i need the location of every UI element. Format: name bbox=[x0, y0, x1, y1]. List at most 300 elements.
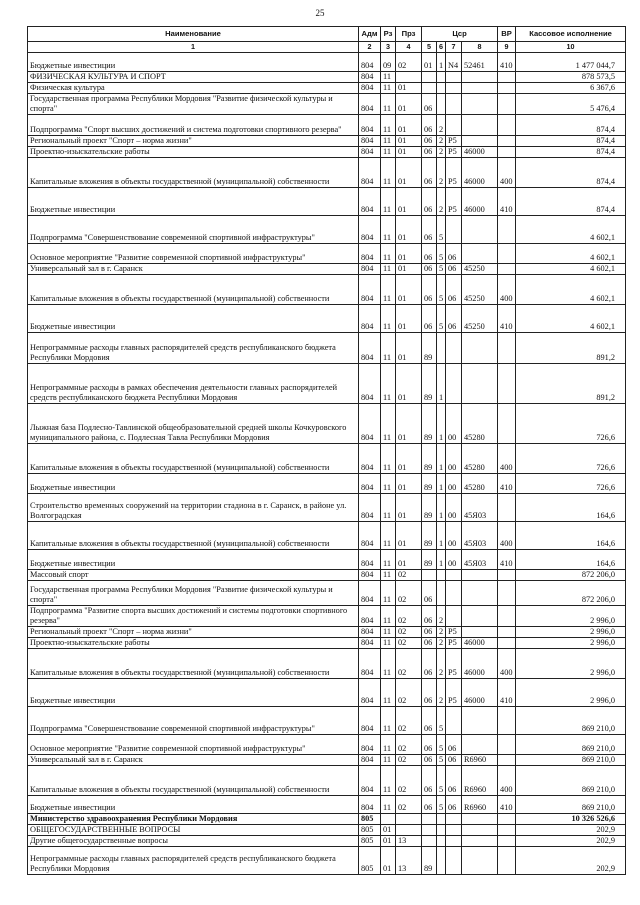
cell-csr-subprogram: 2 bbox=[437, 115, 446, 136]
cell-csr-event: 06 bbox=[446, 735, 462, 755]
cell-amount: 164,6 bbox=[516, 522, 626, 550]
cell-csr-event bbox=[446, 847, 462, 875]
cell-csr-program: 06 bbox=[422, 216, 437, 244]
cell-amount: 891,2 bbox=[516, 333, 626, 364]
header-prz: Прз bbox=[396, 27, 422, 42]
cell-adm: 804 bbox=[359, 364, 381, 404]
table-row bbox=[28, 796, 626, 814]
cell-prz: 02 bbox=[396, 796, 422, 814]
cell-csr-direction bbox=[462, 735, 498, 755]
cell-rz: 11 bbox=[381, 679, 396, 707]
cell-name: Непрограммные расходы в рамках обеспечения деятельности главных распорядителей средств республиканского бюджета Республики Мордовия bbox=[28, 364, 359, 404]
cell-amount: 202,9 bbox=[516, 847, 626, 875]
colnum-10: 10 bbox=[516, 42, 626, 53]
cell-vr: 410 bbox=[498, 305, 516, 333]
table-row bbox=[28, 158, 626, 188]
cell-vr bbox=[498, 707, 516, 735]
cell-csr-event bbox=[446, 570, 462, 581]
cell-csr-direction bbox=[462, 115, 498, 136]
cell-prz: 01 bbox=[396, 83, 422, 94]
table-row bbox=[28, 404, 626, 444]
cell-amount: 2 996,0 bbox=[516, 649, 626, 679]
cell-vr bbox=[498, 72, 516, 83]
cell-name: Другие общегосударственные вопросы bbox=[28, 836, 359, 847]
cell-prz: 01 bbox=[396, 136, 422, 147]
cell-csr-direction: 45280 bbox=[462, 444, 498, 474]
cell-name: Массовый спорт bbox=[28, 570, 359, 581]
table-row bbox=[28, 264, 626, 275]
cell-csr-subprogram: 5 bbox=[437, 244, 446, 264]
cell-vr: 400 bbox=[498, 158, 516, 188]
cell-prz: 01 bbox=[396, 216, 422, 244]
cell-csr-event bbox=[446, 216, 462, 244]
cell-vr: 400 bbox=[498, 766, 516, 796]
table-body bbox=[28, 53, 626, 875]
cell-rz: 11 bbox=[381, 796, 396, 814]
cell-csr-subprogram bbox=[437, 94, 446, 115]
cell-adm: 804 bbox=[359, 755, 381, 766]
cell-adm: 804 bbox=[359, 679, 381, 707]
cell-rz: 11 bbox=[381, 216, 396, 244]
cell-vr bbox=[498, 494, 516, 522]
table-row bbox=[28, 305, 626, 333]
table-row bbox=[28, 550, 626, 570]
cell-amount: 726,6 bbox=[516, 444, 626, 474]
header-name: Наименование bbox=[28, 27, 359, 42]
cell-csr-program: 89 bbox=[422, 847, 437, 875]
cell-csr-subprogram: 5 bbox=[437, 796, 446, 814]
cell-name: Основное мероприятие "Развитие современной спортивной инфраструктуры" bbox=[28, 735, 359, 755]
cell-csr-program: 06 bbox=[422, 796, 437, 814]
cell-vr bbox=[498, 570, 516, 581]
cell-csr-direction bbox=[462, 244, 498, 264]
cell-csr-subprogram bbox=[437, 825, 446, 836]
cell-rz: 11 bbox=[381, 550, 396, 570]
cell-rz: 11 bbox=[381, 735, 396, 755]
cell-vr: 410 bbox=[498, 679, 516, 707]
cell-name: Бюджетные инвестиции bbox=[28, 679, 359, 707]
cell-amount: 878 573,5 bbox=[516, 72, 626, 83]
cell-rz: 11 bbox=[381, 83, 396, 94]
cell-csr-subprogram: 1 bbox=[437, 364, 446, 404]
cell-csr-event: 00 bbox=[446, 550, 462, 570]
cell-adm: 804 bbox=[359, 627, 381, 638]
cell-rz: 11 bbox=[381, 755, 396, 766]
cell-csr-subprogram: 2 bbox=[437, 649, 446, 679]
cell-csr-direction bbox=[462, 83, 498, 94]
cell-prz: 01 bbox=[396, 94, 422, 115]
cell-vr bbox=[498, 755, 516, 766]
cell-csr-direction bbox=[462, 606, 498, 627]
cell-name: Основное мероприятие "Развитие современной спортивной инфраструктуры" bbox=[28, 244, 359, 264]
cell-rz: 11 bbox=[381, 188, 396, 216]
table-row bbox=[28, 147, 626, 158]
cell-rz: 11 bbox=[381, 275, 396, 305]
cell-vr bbox=[498, 627, 516, 638]
header-vr: ВР bbox=[498, 27, 516, 42]
cell-csr-program bbox=[422, 814, 437, 825]
cell-csr-event: P5 bbox=[446, 188, 462, 216]
cell-adm: 804 bbox=[359, 707, 381, 735]
cell-adm: 804 bbox=[359, 115, 381, 136]
cell-adm: 805 bbox=[359, 836, 381, 847]
cell-csr-program: 06 bbox=[422, 707, 437, 735]
cell-csr-program: 06 bbox=[422, 766, 437, 796]
table-row bbox=[28, 606, 626, 627]
cell-amount: 4 602,1 bbox=[516, 244, 626, 264]
cell-csr-subprogram: 1 bbox=[437, 404, 446, 444]
colnum-7: 7 bbox=[446, 42, 462, 53]
table-row bbox=[28, 581, 626, 606]
cell-prz: 13 bbox=[396, 847, 422, 875]
cell-amount: 872 206,0 bbox=[516, 581, 626, 606]
cell-vr bbox=[498, 606, 516, 627]
table-row bbox=[28, 755, 626, 766]
cell-csr-program: 06 bbox=[422, 606, 437, 627]
cell-name: ОБЩЕГОСУДАРСТВЕННЫЕ ВОПРОСЫ bbox=[28, 825, 359, 836]
cell-rz: 11 bbox=[381, 404, 396, 444]
page-number: 25 bbox=[315, 8, 325, 18]
cell-amount: 6 367,6 bbox=[516, 83, 626, 94]
cell-vr bbox=[498, 364, 516, 404]
cell-prz: 01 bbox=[396, 115, 422, 136]
budget-table bbox=[27, 26, 626, 875]
cell-prz: 02 bbox=[396, 679, 422, 707]
cell-prz: 01 bbox=[396, 244, 422, 264]
cell-csr-event: 00 bbox=[446, 444, 462, 474]
cell-name: Универсальный зал в г. Саранск bbox=[28, 755, 359, 766]
cell-csr-event: 00 bbox=[446, 474, 462, 494]
cell-csr-direction bbox=[462, 570, 498, 581]
table-row bbox=[28, 72, 626, 83]
cell-csr-event bbox=[446, 581, 462, 606]
cell-csr-program: 06 bbox=[422, 275, 437, 305]
cell-rz: 11 bbox=[381, 244, 396, 264]
cell-rz: 11 bbox=[381, 627, 396, 638]
cell-csr-direction: 45280 bbox=[462, 404, 498, 444]
cell-vr bbox=[498, 581, 516, 606]
cell-prz: 01 bbox=[396, 522, 422, 550]
cell-csr-subprogram: 1 bbox=[437, 474, 446, 494]
cell-csr-subprogram: 5 bbox=[437, 264, 446, 275]
table-row bbox=[28, 364, 626, 404]
cell-name: Универсальный зал в г. Саранск bbox=[28, 264, 359, 275]
cell-csr-event bbox=[446, 606, 462, 627]
cell-csr-direction: 45Я03 bbox=[462, 550, 498, 570]
cell-csr-direction bbox=[462, 836, 498, 847]
cell-csr-program: 06 bbox=[422, 136, 437, 147]
cell-csr-program bbox=[422, 72, 437, 83]
cell-adm: 804 bbox=[359, 244, 381, 264]
cell-rz: 11 bbox=[381, 606, 396, 627]
cell-name: Непрограммные расходы главных распорядителей средств республиканского бюджета Республики Мордовия bbox=[28, 847, 359, 875]
table-row bbox=[28, 244, 626, 264]
cell-csr-direction: 45250 bbox=[462, 305, 498, 333]
cell-prz: 01 bbox=[396, 147, 422, 158]
cell-csr-program bbox=[422, 836, 437, 847]
cell-amount: 869 210,0 bbox=[516, 735, 626, 755]
cell-adm: 804 bbox=[359, 606, 381, 627]
cell-amount: 874,4 bbox=[516, 147, 626, 158]
cell-csr-event: 06 bbox=[446, 766, 462, 796]
cell-csr-direction bbox=[462, 627, 498, 638]
cell-rz: 11 bbox=[381, 570, 396, 581]
cell-csr-program: 89 bbox=[422, 333, 437, 364]
cell-csr-program: 06 bbox=[422, 264, 437, 275]
cell-csr-program: 89 bbox=[422, 494, 437, 522]
cell-csr-program bbox=[422, 83, 437, 94]
cell-csr-subprogram bbox=[437, 836, 446, 847]
cell-name: Бюджетные инвестиции bbox=[28, 796, 359, 814]
cell-name: Подпрограмма "Совершенствование современной спортивной инфраструктуры" bbox=[28, 707, 359, 735]
cell-rz: 11 bbox=[381, 158, 396, 188]
cell-prz: 01 bbox=[396, 305, 422, 333]
colnum-8: 8 bbox=[462, 42, 498, 53]
table-row bbox=[28, 679, 626, 707]
cell-csr-program: 06 bbox=[422, 305, 437, 333]
header-rz: Рз bbox=[381, 27, 396, 42]
header-adm: Адм bbox=[359, 27, 381, 42]
cell-vr bbox=[498, 94, 516, 115]
cell-rz: 01 bbox=[381, 847, 396, 875]
table-row bbox=[28, 444, 626, 474]
cell-csr-program: 89 bbox=[422, 404, 437, 444]
cell-csr-program: 06 bbox=[422, 158, 437, 188]
cell-csr-event bbox=[446, 707, 462, 735]
cell-prz bbox=[396, 814, 422, 825]
cell-csr-event bbox=[446, 72, 462, 83]
cell-adm: 804 bbox=[359, 581, 381, 606]
cell-name: Строительство временных сооружений на территории стадиона в г. Саранск, в районе ул. Волгоградская bbox=[28, 494, 359, 522]
table-row bbox=[28, 707, 626, 735]
cell-rz: 11 bbox=[381, 766, 396, 796]
cell-csr-program: 01 bbox=[422, 53, 437, 72]
cell-csr-subprogram: 5 bbox=[437, 755, 446, 766]
cell-amount: 2 996,0 bbox=[516, 627, 626, 638]
table-row bbox=[28, 136, 626, 147]
colnum-5: 5 bbox=[422, 42, 437, 53]
cell-vr: 410 bbox=[498, 796, 516, 814]
cell-csr-direction: R6960 bbox=[462, 796, 498, 814]
cell-name: Непрограммные расходы главных распорядителей средств республиканского бюджета Республики Мордовия bbox=[28, 333, 359, 364]
cell-vr bbox=[498, 136, 516, 147]
table-row bbox=[28, 83, 626, 94]
cell-prz: 02 bbox=[396, 649, 422, 679]
cell-csr-direction: R6960 bbox=[462, 766, 498, 796]
cell-csr-subprogram bbox=[437, 814, 446, 825]
cell-rz bbox=[381, 814, 396, 825]
cell-csr-program: 06 bbox=[422, 627, 437, 638]
cell-csr-program: 89 bbox=[422, 444, 437, 474]
cell-name: Министерство здравоохранения Республики Мордовия bbox=[28, 814, 359, 825]
table-row bbox=[28, 766, 626, 796]
cell-csr-direction bbox=[462, 136, 498, 147]
cell-rz: 11 bbox=[381, 115, 396, 136]
cell-prz: 01 bbox=[396, 550, 422, 570]
cell-csr-subprogram: 2 bbox=[437, 136, 446, 147]
cell-amount: 869 210,0 bbox=[516, 796, 626, 814]
cell-adm: 804 bbox=[359, 83, 381, 94]
colnum-6: 6 bbox=[437, 42, 446, 53]
cell-csr-subprogram: 2 bbox=[437, 147, 446, 158]
table-row bbox=[28, 825, 626, 836]
table-row bbox=[28, 474, 626, 494]
cell-rz: 11 bbox=[381, 522, 396, 550]
cell-amount: 5 476,4 bbox=[516, 94, 626, 115]
cell-csr-subprogram bbox=[437, 570, 446, 581]
cell-csr-direction: 45Я03 bbox=[462, 494, 498, 522]
header-csr: Цср bbox=[422, 27, 498, 42]
table-row bbox=[28, 847, 626, 875]
cell-csr-direction: 45Я03 bbox=[462, 522, 498, 550]
cell-prz: 02 bbox=[396, 53, 422, 72]
cell-name: Физическая культура bbox=[28, 83, 359, 94]
cell-csr-subprogram bbox=[437, 847, 446, 875]
cell-adm: 805 bbox=[359, 847, 381, 875]
cell-csr-direction: R6960 bbox=[462, 755, 498, 766]
cell-csr-event: P5 bbox=[446, 147, 462, 158]
cell-name: Капитальные вложения в объекты государственной (муниципальной) собственности bbox=[28, 522, 359, 550]
cell-amount: 2 996,0 bbox=[516, 606, 626, 627]
cell-vr: 400 bbox=[498, 275, 516, 305]
cell-csr-direction: 45250 bbox=[462, 275, 498, 305]
cell-vr bbox=[498, 404, 516, 444]
cell-csr-event: 00 bbox=[446, 404, 462, 444]
cell-name: Бюджетные инвестиции bbox=[28, 305, 359, 333]
cell-vr bbox=[498, 836, 516, 847]
cell-csr-event bbox=[446, 333, 462, 364]
cell-csr-event: P5 bbox=[446, 627, 462, 638]
cell-csr-event: P5 bbox=[446, 679, 462, 707]
cell-name: Бюджетные инвестиции bbox=[28, 550, 359, 570]
cell-csr-program: 06 bbox=[422, 755, 437, 766]
cell-csr-direction bbox=[462, 814, 498, 825]
cell-prz: 02 bbox=[396, 627, 422, 638]
cell-amount: 869 210,0 bbox=[516, 766, 626, 796]
cell-csr-direction: 46000 bbox=[462, 638, 498, 649]
cell-rz: 11 bbox=[381, 707, 396, 735]
cell-amount: 164,6 bbox=[516, 550, 626, 570]
colnum-3: 3 bbox=[381, 42, 396, 53]
cell-prz: 02 bbox=[396, 606, 422, 627]
cell-csr-direction bbox=[462, 216, 498, 244]
cell-csr-program: 89 bbox=[422, 550, 437, 570]
table-row bbox=[28, 814, 626, 825]
cell-csr-program bbox=[422, 570, 437, 581]
cell-amount: 874,4 bbox=[516, 158, 626, 188]
cell-adm: 804 bbox=[359, 474, 381, 494]
cell-amount: 4 602,1 bbox=[516, 305, 626, 333]
cell-csr-program: 06 bbox=[422, 638, 437, 649]
cell-name: Подпрограмма "Совершенствование современной спортивной инфраструктуры" bbox=[28, 216, 359, 244]
cell-csr-event: P5 bbox=[446, 136, 462, 147]
cell-name: Региональный проект "Спорт – норма жизни" bbox=[28, 136, 359, 147]
cell-name: Государственная программа Республики Мордовия "Развитие физической культуры и спорта" bbox=[28, 94, 359, 115]
table-row bbox=[28, 638, 626, 649]
cell-amount: 891,2 bbox=[516, 364, 626, 404]
cell-adm: 805 bbox=[359, 825, 381, 836]
cell-csr-direction bbox=[462, 581, 498, 606]
cell-csr-subprogram bbox=[437, 83, 446, 94]
cell-csr-program: 06 bbox=[422, 679, 437, 707]
cell-csr-subprogram: 5 bbox=[437, 216, 446, 244]
header-sum: Кассовое исполнение bbox=[516, 27, 626, 42]
cell-csr-direction bbox=[462, 333, 498, 364]
cell-prz: 02 bbox=[396, 755, 422, 766]
cell-csr-subprogram bbox=[437, 72, 446, 83]
cell-rz: 11 bbox=[381, 72, 396, 83]
cell-rz: 11 bbox=[381, 444, 396, 474]
cell-csr-subprogram: 1 bbox=[437, 550, 446, 570]
cell-csr-event bbox=[446, 825, 462, 836]
cell-csr-direction bbox=[462, 72, 498, 83]
cell-name: Бюджетные инвестиции bbox=[28, 474, 359, 494]
cell-amount: 874,4 bbox=[516, 136, 626, 147]
cell-name: Проектно-изыскательские работы bbox=[28, 147, 359, 158]
cell-prz: 01 bbox=[396, 444, 422, 474]
cell-vr bbox=[498, 814, 516, 825]
cell-amount: 1 477 044,7 bbox=[516, 53, 626, 72]
table-row bbox=[28, 836, 626, 847]
cell-amount: 869 210,0 bbox=[516, 707, 626, 735]
cell-csr-direction bbox=[462, 847, 498, 875]
cell-csr-direction: 45280 bbox=[462, 474, 498, 494]
cell-rz: 09 bbox=[381, 53, 396, 72]
cell-amount: 874,4 bbox=[516, 188, 626, 216]
cell-adm: 804 bbox=[359, 570, 381, 581]
cell-rz: 11 bbox=[381, 638, 396, 649]
table-row bbox=[28, 649, 626, 679]
cell-prz: 02 bbox=[396, 766, 422, 796]
cell-csr-program bbox=[422, 825, 437, 836]
cell-csr-subprogram bbox=[437, 333, 446, 364]
cell-csr-subprogram: 5 bbox=[437, 305, 446, 333]
cell-csr-subprogram: 1 bbox=[437, 522, 446, 550]
cell-csr-event: 06 bbox=[446, 264, 462, 275]
cell-vr: 410 bbox=[498, 53, 516, 72]
cell-name: Капитальные вложения в объекты государственной (муниципальной) собственности bbox=[28, 158, 359, 188]
cell-adm: 804 bbox=[359, 94, 381, 115]
cell-vr: 400 bbox=[498, 649, 516, 679]
cell-csr-program: 89 bbox=[422, 364, 437, 404]
cell-csr-program: 06 bbox=[422, 94, 437, 115]
cell-adm: 804 bbox=[359, 275, 381, 305]
cell-csr-subprogram bbox=[437, 581, 446, 606]
cell-name: Проектно-изыскательские работы bbox=[28, 638, 359, 649]
cell-prz: 02 bbox=[396, 581, 422, 606]
cell-adm: 804 bbox=[359, 766, 381, 796]
table-row bbox=[28, 94, 626, 115]
cell-rz: 11 bbox=[381, 581, 396, 606]
cell-csr-subprogram: 5 bbox=[437, 766, 446, 796]
cell-prz: 01 bbox=[396, 333, 422, 364]
cell-adm: 804 bbox=[359, 649, 381, 679]
cell-prz: 01 bbox=[396, 158, 422, 188]
cell-adm: 804 bbox=[359, 53, 381, 72]
table-row bbox=[28, 216, 626, 244]
cell-amount: 202,9 bbox=[516, 825, 626, 836]
cell-rz: 11 bbox=[381, 136, 396, 147]
cell-amount: 4 602,1 bbox=[516, 275, 626, 305]
table-row bbox=[28, 522, 626, 550]
cell-csr-event bbox=[446, 83, 462, 94]
cell-amount: 4 602,1 bbox=[516, 264, 626, 275]
cell-csr-event: N4 bbox=[446, 53, 462, 72]
cell-csr-event: P5 bbox=[446, 158, 462, 188]
cell-prz: 01 bbox=[396, 474, 422, 494]
cell-csr-subprogram: 1 bbox=[437, 444, 446, 474]
cell-vr: 400 bbox=[498, 522, 516, 550]
